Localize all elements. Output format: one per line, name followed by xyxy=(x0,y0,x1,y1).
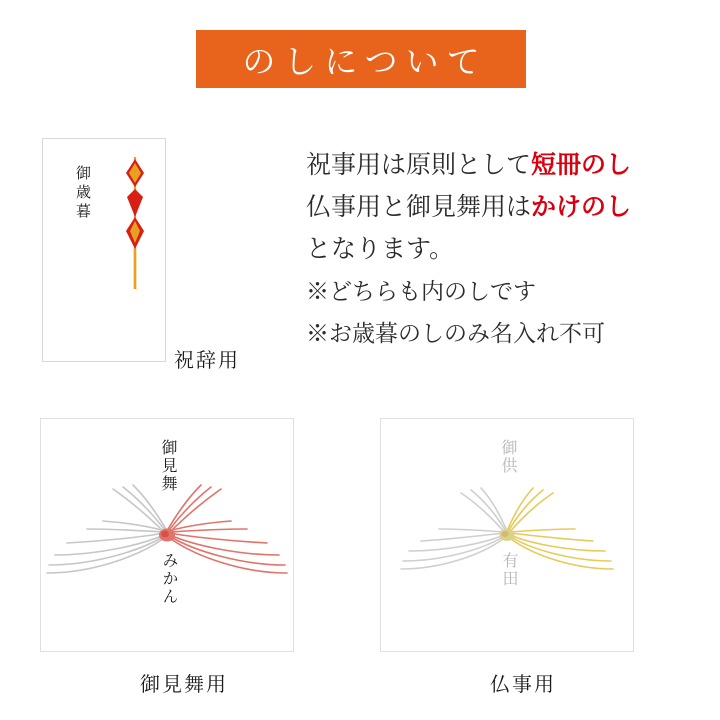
caption-butsuji: 仏事用 xyxy=(490,674,556,696)
mizuhiki-horizontal-butsuji-icon xyxy=(381,477,633,587)
butsuji-noshi-name: 有田 xyxy=(500,552,517,588)
description-line-4: ※どちらも内のしです xyxy=(306,279,536,304)
description-line-3: となります。 xyxy=(306,236,455,263)
page-title: のしについて xyxy=(242,44,488,81)
caption-omimai: 御見舞用 xyxy=(140,674,228,696)
noshi-sample-omimai xyxy=(40,418,294,652)
description-line-2-text: 仏事用と御見舞用は xyxy=(306,194,532,221)
mizuhiki-vertical-icon xyxy=(117,153,153,293)
noshi-sample-tanzaku xyxy=(42,138,166,362)
tanzaku-noshi-text: 御歳暮 xyxy=(74,165,90,222)
noshi-sample-butsuji xyxy=(380,418,634,652)
description-line-1-text: 祝事用は原則として xyxy=(306,152,532,179)
omimai-noshi-title: 御見舞 xyxy=(159,439,176,493)
description-line-2-highlight: かけのし xyxy=(531,194,632,221)
mizuhiki-horizontal-omimai-icon xyxy=(41,477,293,587)
omimai-noshi-name: みかん xyxy=(160,552,177,606)
caption-tanzaku: 祝辞用 xyxy=(174,350,240,372)
description-line-2 xyxy=(306,187,686,229)
description-line-5: ※お歳暮のしのみ名入れ不可 xyxy=(306,321,605,346)
description-line-1-highlight: 短冊のし xyxy=(531,152,632,179)
description-line-1 xyxy=(306,145,686,187)
butsuji-noshi-title: 御供 xyxy=(499,439,516,475)
page-header-banner xyxy=(196,30,526,88)
description-block xyxy=(306,145,686,355)
